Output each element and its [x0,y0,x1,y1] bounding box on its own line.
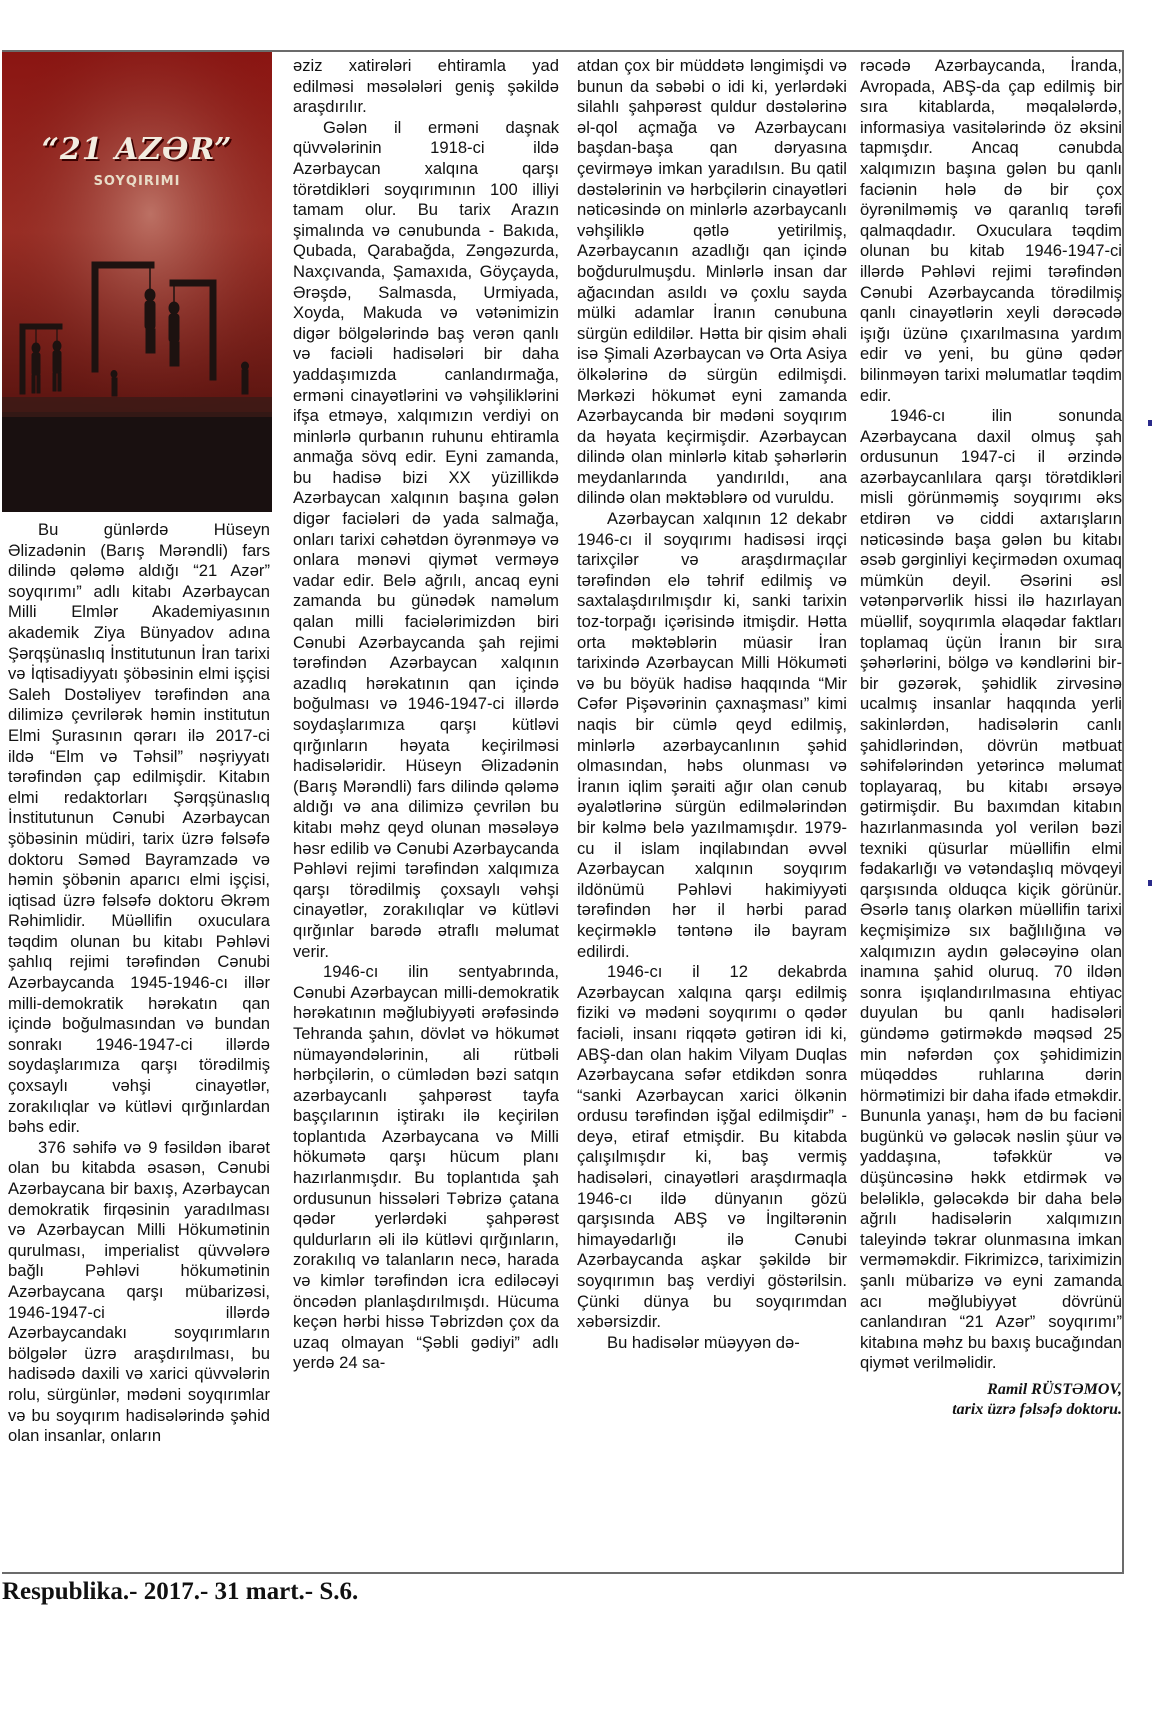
author-name: Ramil RÜSTƏMOV, [987,1381,1122,1398]
paragraph: 1946-cı il 12 dekabrda Azərbaycan xalqına qarşı edilmiş fiziki və mədəni soyqırımı o qədər faciəli, insanı riqqətə gətirən idi ki, ABŞ-dan olan hakim Vilyam Duqlas Azərbaycana səfər etdikdən sonra “sanki Azərbaycan xarici ölkənin ordusu tərəfindən işğal edilmişdir” - deyə, etiraf etmişdir. Bu kitabda çalışılmışdır ki, baş vermiş hadisələri, cinayətləri araşdırmaqla 1946-cı ildə dünyanın gözü qarşısında ABŞ və İngiltərənin himayədarlığı ilə Cənubi Azərbaycanda aşkar şəkildə bir soyqırımın baş verdiyi göstərilsin. Çünki dünya bu soyqırımdan xəbərsizdir. [577,962,847,1332]
article-column-3 [577,56,847,1353]
paragraph: 376 səhifə və 9 fəsildən ibarət olan bu kitabda əsasən, Cənubi Azərbaycana bir baxış, Azərbaycan demokratik firqəsinin yaradılması və Azərbaycan Milli Hökumətinin qurulması, imperialist qüvvələrə bağlı Pəhləvi hökumətinin Azərbaycana qarşı mübarizəsi, 1946-1947-ci illərdə Azərbaycandakı soyqırımların bölgələr üzrə araşdırılması, bu hadisədə daxili və xarici qüvvələrin rolu, sürgünlər, mədəni soyqırımlar və bu soyqırım hadisələrində şəhid olan insanlar, onların [8,1137,270,1446]
author-signature [860,1380,1122,1420]
paragraph: atdan çox bir müddətə ləngimişdi və bunun da səbəbi o idi ki, yerlərdəki silahlı şahpərəst quldur dəstələrinə əl-qol açmağa və Azərbaycanı başdan-başa qan dəryasına çevirməyə imkan yaradılsın. Bu qatil dəstələrinin və hərbçilərin cinayətləri nəticəsində on minlərlə azərbaycanlı vəhşiliklə qətlə yetirilmiş, Azərbaycanın azadlığı qan içində boğdurulmuşdu. Minlərlə insan dar ağacından asıldı və çoxlu sayda mülki adamlar İranın cənubuna sürgün edildilər. Hətta bir qisim əhali isə Şimali Azərbaycan və Orta Asiya ölkələrinə də sürgün edilmişdi. Mərkəzi hökumət eyni zamanda Azərbaycanda bir mədəni soyqırım da həyata keçirmişdir. Azərbaycan dilində olan minlərlə kitab şəhərlərin meydanlarında yandırıldı, ana dilində olan məktəblərə od vuruldu. [577,56,847,508]
gallows-illustration [2,52,272,512]
cover-subtitle: SOYQIRIMI [93,174,181,189]
paragraph: Gələn il erməni daşnak qüvvələrinin 1918-ci ildə Azərbaycan xalqına qarşı törətdikləri soyqırımının 100 illiyi tamam olur. Bu tarix Arazın şimalında və cənubunda - Bakıda, Qubada, Qarabağda, Zəngəzurda, Naxçıvanda, Şamaxıda, Göyçayda, Ərəşdə, Salmasda, Urmiyada, Xoyda, Makuda və vətənimizin digər bölgələrində baş verən qanlı və faciəli hadisələri bir daha yaddaşımızda canlandırmağa, erməni cinayətlərini və vəhşiliklərini ifşa etməyə, xalqımızın verdiyi on minlərlə qurbanın ruhunu ehtiramla anmağa sövq edir. Eyni zamanda, bu hadisə bizi XX yüzillikdə Azərbaycan xalqının başına gələn digər faciələri də yada salmağa, onları tarixi cəhətdən öyrənməyə və onlara mənəvi qiymət verməyə vadar edir. Belə ağrılı, ancaq eyni zamanda bu günədək naməlum qalan milli faciələrimizdən biri Cənubi Azərbaycanda şah rejimi tərəfindən Azərbaycan xalqının azadlıq hərəkatının qan içində boğulması və 1946-1947-ci illərdə soydaşlarımıza qarşı kütləvi qırğınların həyata keçirilməsi hadisələridir. Hüseyn Əlizadənin (Barış Mərəndli) fars dilində qələmə aldığı və ana dilimizə çevrilən bu kitabı məhz qeyd olunan məsələyə həsr edilib və Cənubi Azərbaycanda Pəhləvi rejimi tərəfindən xalqımıza qarşı törədilmiş çoxsaylı vəhşi cinayətlər, zorakılıqlar və kütləvi qırğınlar barədə ətraflı məlumat verir. [293,117,559,961]
paragraph: 1946-cı ilin sentyabrında, Cənubi Azərbaycan milli-demokratik hərəkatının məğlubiyyəti ərəfəsində Tehranda şahın, dövlət və hökumət nümayəndələrinin, ali rütbəli hərbçilərin, o cümlədən bəzi satqın azərbaycanlı şahpərəst tayfa başçılarının iştirakı ilə keçirilən toplantıda Azərbaycana və Milli hökumətə qarşı hücum planı hazırlanmışdır. Bu toplantıda şah ordusunun hissələri Təbrizə çatana qədər yerlərdəki şahpərəst quldurların əli ilə kütləvi qırğınların, zorakılıq və talanların necə, harada və kimlər tərəfindən icra ediləcəyi öncədən planlaşdırılmışdı. Hücuma keçən hərbi hissə Təbrizdən çox da uzaq olmayan “Şəbli gədiyi” adlı yerdə 24 sa- [293,962,559,1373]
article-column-1 [8,520,270,1447]
article-frame [2,50,1124,1574]
paragraph: Bu hadisələr müəyyən də- [607,1332,800,1352]
book-cover-image [2,52,272,512]
edge-mark [1148,880,1152,886]
source-citation: Respublika.- 2017.- 31 mart.- S.6. [2,1578,359,1605]
paragraph: 1946-cı ilin sonunda Azərbaycana daxil olmuş şah ordusunun 1947-ci il ərzində azərbaycanlılara qarşı törətdikləri misli görünməmiş soyqırımı əks etdirən və ciddi axtarışların nəticəsində başa gələn bu kitabı əsəb gərginliyi keçirmədən oxumaq mümkün deyil. Əsərini əsl vətənpərvərlik hissi ilə hazırlayan müəllif, soyqırımla əlaqədar faktları toplamaq üçün İranın bir sıra şəhərlərini, bölgə və kəndlərini bir-bir gəzərək, şəhidlik zirvəsinə ucalmış insanlar haqqında yerli sakinlərdən, hadisələrin canlı şahidlərindən, dövrün mətbuat səhifələrindən yetərincə məlumat toplayaraq, bu kitabı ərsəyə gətirmişdir. Bu baxımdan kitabın hazırlanmasında yol verilən bəzi texniki qüsurlar müəllifin elmi fədakarlığı və vətəndaşlıq mövqeyi qarşısında olduqca kiçik görünür. Əsərlə tanış olarkən müəllifin tarixi keçmişimizə sıx bağlılığına və xalqımızın aydın gələcəyinə olan inamına şahid oluruq. 70 ildən sonra işıqlandırılmasına ehtiyac duyulan bu qanlı hadisələri gündəmə gətirməkdə məqsəd 25 min nəfərdən çox şəhidimizin müqəddəs ruhlarına dərin hörmətimizi bir daha ifadə etməkdir. Bununla yanaşı, həm də bu faciəni bugünkü və gələcək nəslin şüur və yaddaşına, təfəkkür və düşüncəsinə həkk etdirmək və beləliklə, gələcəkdə bir daha belə ağrılı hadisələrin xalqımızın taleyində təkrar olunmasına imkan verməməkdir. Fikrimizcə, tariximizin şanlı mübarizə və eyni zamanda acı məğlubiyyət dövrünü canlandıran “21 Azər” soyqırımı” kitabına məhz bu baxış bucağından qiymət verilməlidir. [860,406,1122,1373]
cover-title: “21 AZƏR” [41,132,233,167]
paragraph: əziz xatirələri ehtiramla yad edilməsi məsələləri geniş şəkildə araşdırılır. [293,56,559,117]
article-column-2 [293,56,559,1374]
article-column-4 [860,56,1122,1420]
edge-mark [1148,420,1152,426]
paragraph: Azərbaycan xalqının 12 dekabr 1946-cı il soyqırımı hadisəsi irqçi tarixçilər və araşdırmaçılar tərəfindən elə təhrif edilmiş və saxtalaşdırılmışdır ki, sanki tarixin toz-torpağı içərisində itmişdir. Hətta orta məktəblərin müasir İran tarixində Azərbaycan Milli Hökuməti və bu böyük hadisə haqqında “Mir Cəfər Pişəvərinin çaxnaşması” kimi naqis bir cümlə qeyd edilmiş, minlərlə azərbaycanlının şəhid olmasından, həbs olunması və İranın iqlim şəraiti ağır olan cənub əyalətlərinə sürgün edilmələrindən bir kəlmə belə yazılmamışdır. 1979-cu il islam inqilabından əvvəl Azərbaycan xalqının soyqırım ildönümü Pəhləvi hakimiyyəti tərəfindən hər il hərbi parad keçirməklə təntənə ilə bayram edilirdi. [577,509,847,961]
paragraph: Bu günlərdə Hüseyn Əlizadənin (Barış Mərəndli) fars dilində qələmə aldığı “21 Azər” soyqırımı” adlı kitabı Azərbaycan Milli Elmlər Akademiyasının akademik Ziya Bünyadov adına Şərqşünaslıq İnstitutunun İran tarixi və İqtisadiyyatı şöbəsinin elmi işçisi Saleh Dostəliyev tərəfindən ana dilimizə çevrilərək həmin institutun Elmi Şurasının qərarı ilə 2017-ci ildə “Elm və Təhsil” nəşriyyatı tərəfindən çap edilmişdir. Kitabın elmi redaktorları Şərqşünaslıq İnstitutunun Cənubi Azərbaycan şöbəsinin müdiri, tarix üzrə fəlsəfə doktoru Səməd Bayramzadə və həmin şöbənin aparıcı elmi işçisi, iqtisad üzrə fəlsəfə doktoru Əkrəm Rəhimlidir. Müəllifin oxuculara təqdim olunan bu kitabı Pəhləvi şahlıq rejimi tərəfindən Cənubi Azərbaycanda 1945-1946-cı illər milli-demokratik hərəkatın qan içində boğulmasından və bundan sonrakı 1946-1947-ci illərdə soydaşlarımıza qarşı törədilmiş çoxsaylı vəhşi cinayətlər, zorakılıqlar və kütləvi qırğınlardan bəhs edir. [8,520,270,1137]
paragraph: rəcədə Azərbaycanda, İranda, Avropada, ABŞ-da çap edilmiş bir sıra kitablarda, məqalələrdə, informasiya vasitələrində öz əksini tapmışdır. Ancaq cənubda xalqımızın başına gələn bu qanlı faciənin hələ də bir çox öyrənilməmiş və qaranlıq tərəfi qalmaqdadır. Oxuculara təqdim olunan bu kitab 1946-1947-ci illərdə Pəhləvi rejimi tərəfindən Cənubi Azərbaycanda törədilmiş qanlı cinayətlərin xeyli dərəcədə işığı üzünə çıxarılmasına yardım edir və yeni, bu günə qədər bilinməyən tarixi məlumatlar təqdim edir. [860,56,1122,405]
author-title: tarix üzrə fəlsəfə doktoru. [952,1401,1122,1418]
